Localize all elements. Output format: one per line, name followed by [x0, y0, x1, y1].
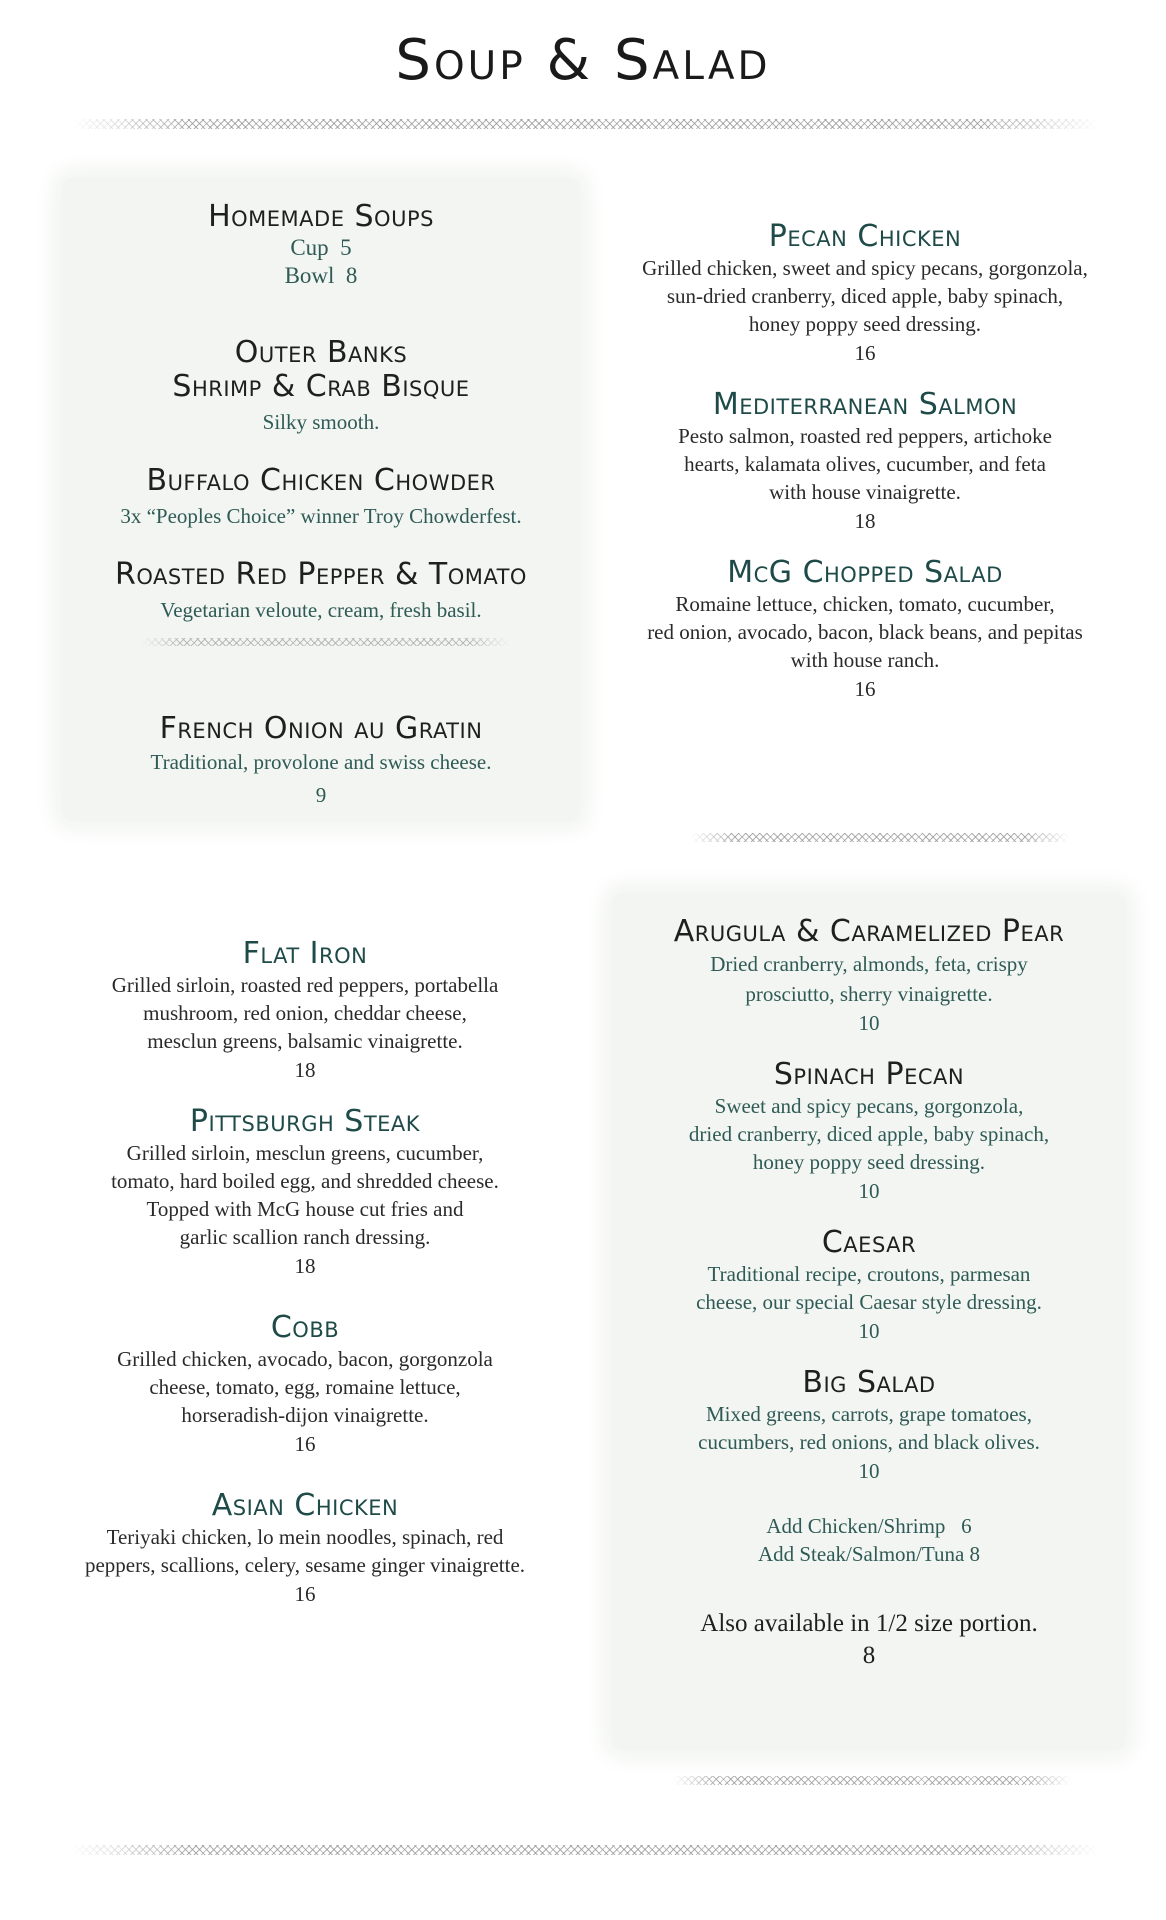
salad-flat-iron-price: 18	[294, 1058, 316, 1082]
salads-bottom-left	[55, 937, 555, 1609]
salad-spinach-pecan-price: 10	[858, 1179, 880, 1203]
salad-asian-chicken	[55, 1489, 555, 1609]
salad-mcg-chopped-desc-2: red onion, avocado, bacon, black beans, and pepitas	[647, 620, 1083, 644]
salad-flat-iron-desc-3: mesclun greens, balsamic vinaigrette.	[147, 1029, 463, 1053]
salad-spinach-pecan	[612, 1058, 1126, 1206]
soup-bisque-name-line1: Outer Banks	[234, 335, 408, 370]
soup-french-onion-desc: Traditional, provolone and swiss cheese.	[150, 750, 492, 774]
salad-pittsburgh-steak-name: Pittsburgh Steak	[189, 1104, 421, 1139]
bottom-divider	[70, 1845, 1100, 1855]
salads-top-right	[615, 220, 1115, 704]
salad-arugula-pear	[612, 915, 1126, 1038]
salad-cobb-name: Cobb	[270, 1310, 340, 1345]
salad-big-salad	[612, 1366, 1126, 1486]
salad-flat-iron-desc-2: mushroom, red onion, cheddar cheese,	[143, 1001, 467, 1025]
salad-arugula-pear-desc-2: prosciutto, sherry vinaigrette.	[745, 982, 993, 1006]
salad-mediterranean-salmon-name: Mediterranean Salmon	[712, 387, 1018, 422]
salad-cobb-desc-2: cheese, tomato, egg, romaine lettuce,	[149, 1375, 461, 1399]
soup-chowder-name: Buffalo Chicken Chowder	[146, 463, 496, 498]
soup-bisque-name-line2: Shrimp & Crab Bisque	[172, 369, 470, 404]
addon-steak-salmon-tuna: Add Steak/Salmon/Tuna 8	[757, 1542, 981, 1566]
salad-asian-chicken-price: 16	[294, 1582, 316, 1606]
salad-cobb-price: 16	[294, 1432, 316, 1456]
salad-big-salad-desc-1: Mixed greens, carrots, grape tomatoes,	[706, 1402, 1032, 1426]
salad-arugula-pear-name: Arugula & Caramelized Pear	[673, 914, 1065, 949]
soup-french-onion-name: French Onion au Gratin	[159, 711, 483, 746]
salad-pittsburgh-steak-desc-4: garlic scallion ranch dressing.	[179, 1225, 431, 1249]
top-divider	[70, 119, 1100, 129]
soups-inner-divider	[140, 638, 510, 646]
salad-spinach-pecan-name: Spinach Pecan	[773, 1057, 965, 1092]
salad-cobb-desc-1: Grilled chicken, avocado, bacon, gorgonzola	[117, 1347, 493, 1371]
salad-big-salad-price: 10	[858, 1459, 880, 1483]
salad-caesar-price: 10	[858, 1319, 880, 1343]
salad-caesar-name: Caesar	[821, 1225, 917, 1260]
salad-pecan-chicken-desc-1: Grilled chicken, sweet and spicy pecans, gorgonzola,	[642, 256, 1088, 280]
salad-caesar-desc-2: cheese, our special Caesar style dressing.	[696, 1290, 1042, 1314]
salad-mcg-chopped	[615, 556, 1115, 704]
salad-spinach-pecan-desc-1: Sweet and spicy pecans, gorgonzola,	[714, 1094, 1024, 1118]
half-portion-price: 8	[862, 1642, 876, 1669]
salads-bottom-right	[612, 915, 1126, 1672]
soup-size-bowl: Bowl 8	[284, 263, 358, 288]
salad-big-salad-name: Big Salad	[802, 1365, 936, 1400]
salad-mcg-chopped-desc-1: Romaine lettuce, chicken, tomato, cucumber,	[675, 592, 1055, 616]
salad-pittsburgh-steak-price: 18	[294, 1254, 316, 1278]
soup-tomato-name: Roasted Red Pepper & Tomato	[115, 557, 527, 592]
half-portion-note: Also available in 1/2 size portion.	[700, 1610, 1038, 1637]
salad-flat-iron-name: Flat Iron	[242, 936, 368, 971]
salad-mediterranean-salmon-desc-2: hearts, kalamata olives, cucumber, and feta	[684, 452, 1046, 476]
soup-bisque-desc: Silky smooth.	[262, 410, 380, 434]
salad-asian-chicken-desc-1: Teriyaki chicken, lo mein noodles, spinach, red	[106, 1525, 504, 1549]
soups-section	[62, 200, 580, 624]
salad-flat-iron	[55, 937, 555, 1085]
salad-caesar	[612, 1226, 1126, 1346]
salad-arugula-pear-desc-1: Dried cranberry, almonds, feta, crispy	[710, 952, 1028, 976]
salad-pecan-chicken	[615, 220, 1115, 368]
salad-cobb	[55, 1311, 555, 1459]
salad-arugula-pear-price: 10	[858, 1011, 880, 1035]
salad-big-salad-desc-2: cucumbers, red onions, and black olives.	[698, 1430, 1040, 1454]
salad-spinach-pecan-desc-2: dried cranberry, diced apple, baby spinach,	[688, 1122, 1050, 1146]
salad-mcg-chopped-desc-3: with house ranch.	[790, 648, 940, 672]
salad-cobb-desc-3: horseradish-dijon vinaigrette.	[181, 1403, 429, 1427]
soups-heading: Homemade Soups	[208, 199, 434, 234]
salad-mediterranean-salmon-desc-3: with house vinaigrette.	[769, 480, 961, 504]
page-title: Soup & Salad	[395, 28, 771, 93]
salad-mediterranean-salmon-desc-1: Pesto salmon, roasted red peppers, artichoke	[678, 424, 1052, 448]
soup-french-onion	[62, 712, 580, 810]
salad-asian-chicken-name: Asian Chicken	[211, 1488, 399, 1523]
salad-pecan-chicken-desc-3: honey poppy seed dressing.	[748, 312, 982, 336]
salad-flat-iron-desc-1: Grilled sirloin, roasted red peppers, portabella	[111, 973, 499, 997]
addon-chicken-shrimp: Add Chicken/Shrimp 6	[766, 1514, 972, 1538]
salad-pecan-chicken-price: 16	[854, 341, 876, 365]
soup-french-onion-price: 9	[315, 783, 327, 807]
salad-mcg-chopped-price: 16	[854, 677, 876, 701]
right-mid-divider	[690, 833, 1070, 842]
soup-tomato-desc: Vegetarian veloute, cream, fresh basil.	[160, 598, 482, 622]
salad-caesar-desc-1: Traditional recipe, croutons, parmesan	[707, 1262, 1031, 1286]
salad-mcg-chopped-name: McG Chopped Salad	[727, 555, 1003, 590]
bottom-right-divider	[672, 1776, 1072, 1785]
soup-size-cup: Cup 5	[290, 235, 352, 260]
salad-pittsburgh-steak	[55, 1105, 555, 1281]
salad-mediterranean-salmon	[615, 388, 1115, 536]
salad-pecan-chicken-name: Pecan Chicken	[768, 219, 962, 254]
salad-asian-chicken-desc-2: peppers, scallions, celery, sesame ginger vinaigrette.	[84, 1553, 526, 1577]
salad-pittsburgh-steak-desc-3: Topped with McG house cut fries and	[146, 1197, 464, 1221]
salad-pittsburgh-steak-desc-1: Grilled sirloin, mesclun greens, cucumber,	[126, 1141, 484, 1165]
salad-mediterranean-salmon-price: 18	[854, 509, 876, 533]
salad-pittsburgh-steak-desc-2: tomato, hard boiled egg, and shredded cheese.	[111, 1169, 499, 1193]
soup-chowder-desc: 3x “Peoples Choice” winner Troy Chowderfest.	[120, 504, 522, 528]
salad-spinach-pecan-desc-3: honey poppy seed dressing.	[752, 1150, 986, 1174]
salad-pecan-chicken-desc-2: sun-dried cranberry, diced apple, baby spinach,	[666, 284, 1064, 308]
